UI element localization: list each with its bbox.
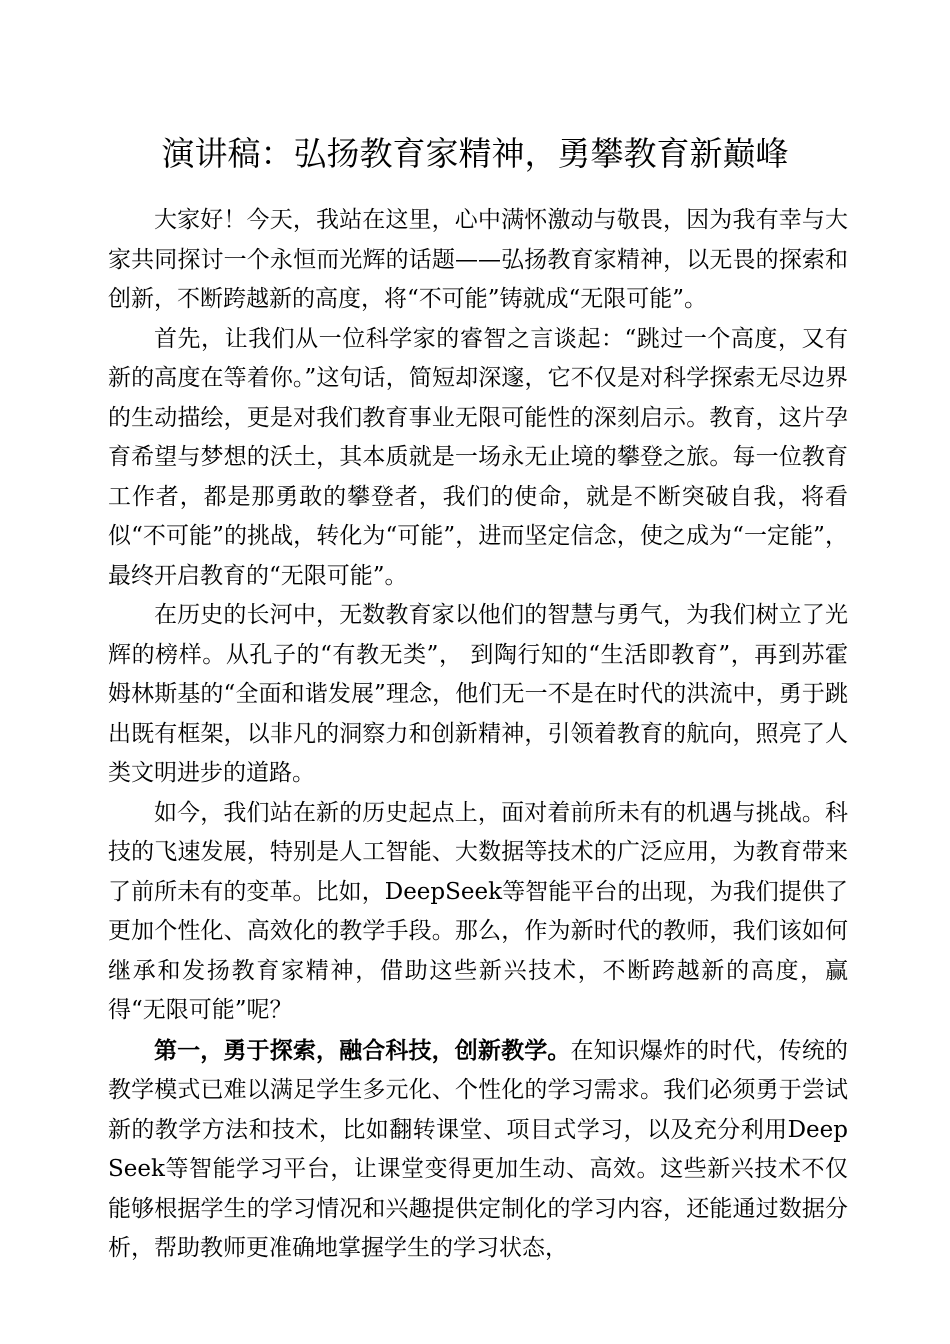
paragraph-history xyxy=(108,596,848,794)
document-title: 演讲稿：弘扬教育家精神，勇攀教育新巅峰 xyxy=(161,134,789,173)
paragraph-point-one xyxy=(108,1031,848,1269)
paragraph-scientist-quote xyxy=(108,320,848,597)
paragraph-text: 在历史的长河中，无数教育家以他们的智慧与勇气，为我们树立了光辉的榜样。从孔子的“有教无类”， 到陶行知的“生活即教育”，再到苏霍姆林斯基的“全面和谐发展”理念，他们无一不是在时代的洪流中，勇于跳出既有框架，以非凡的洞察力和创新精神，引领着教育的航向，照亮了人类文明进步的道路。 xyxy=(108,602,848,786)
paragraph-text: 在知识爆炸的时代，传统的教学模式已难以满足学生多元化、个性化的学习需求。我们必须勇于尝试新的教学方法和技术，比如翻转课堂、项目式学习，以及充分利用DeepSeek等智能学习平台，让课堂变得更加生动、高效。这些新兴技术不仅能够根据学生的学习情况和兴趣提供定制化的学习内容，还能通过数据分析，帮助教师更准确地掌握学生的学习状态， xyxy=(108,1037,849,1261)
paragraph-text: 大家好！今天，我站在这里，心中满怀激动与敬畏，因为我有幸与大家共同探讨一个永恒而光辉的话题——弘扬教育家精神，以无畏的探索和创新，不断跨越新的高度，将“不可能”铸就成“无限可能”。 xyxy=(108,207,848,312)
paragraph-text: 首先，让我们从一位科学家的睿智之言谈起：“跳过一个高度，又有新的高度在等着你。”这句话，简短却深邃，它不仅是对科学探索无尽边界的生动描绘，更是对我们教育事业无限可能性的深刻启示。教育，这片孕育希望与梦想的沃土，其本质就是一场永无止境的攀登之旅。每一位教育工作者，都是那勇敢的攀登者，我们的使命，就是不断突破自我，将看似“不可能”的挑战，转化为“可能”，进而坚定信念，使之成为“一定能”，最终开启教育的“无限可能”。 xyxy=(108,325,848,589)
paragraph-greeting xyxy=(108,201,848,320)
paragraph-new-era xyxy=(108,794,848,1031)
document-body xyxy=(108,201,848,1269)
paragraph-text: 如今，我们站在新的历史起点上，面对着前所未有的机遇与挑战。科技的飞速发展，特别是人工智能、大数据等技术的广泛应用，为教育带来了前所未有的变革。比如，DeepSeek等智能平台的出现，为我们提供了更加个性化、高效化的教学手段。那么，作为新时代的教师，我们该如何继承和发扬教育家精神，借助这些新兴技术，不断跨越新的高度，赢得“无限可能”呢？ xyxy=(108,799,848,1023)
paragraph-lead-heading: 第一，勇于探索，融合科技，创新教学。 xyxy=(154,1036,571,1064)
